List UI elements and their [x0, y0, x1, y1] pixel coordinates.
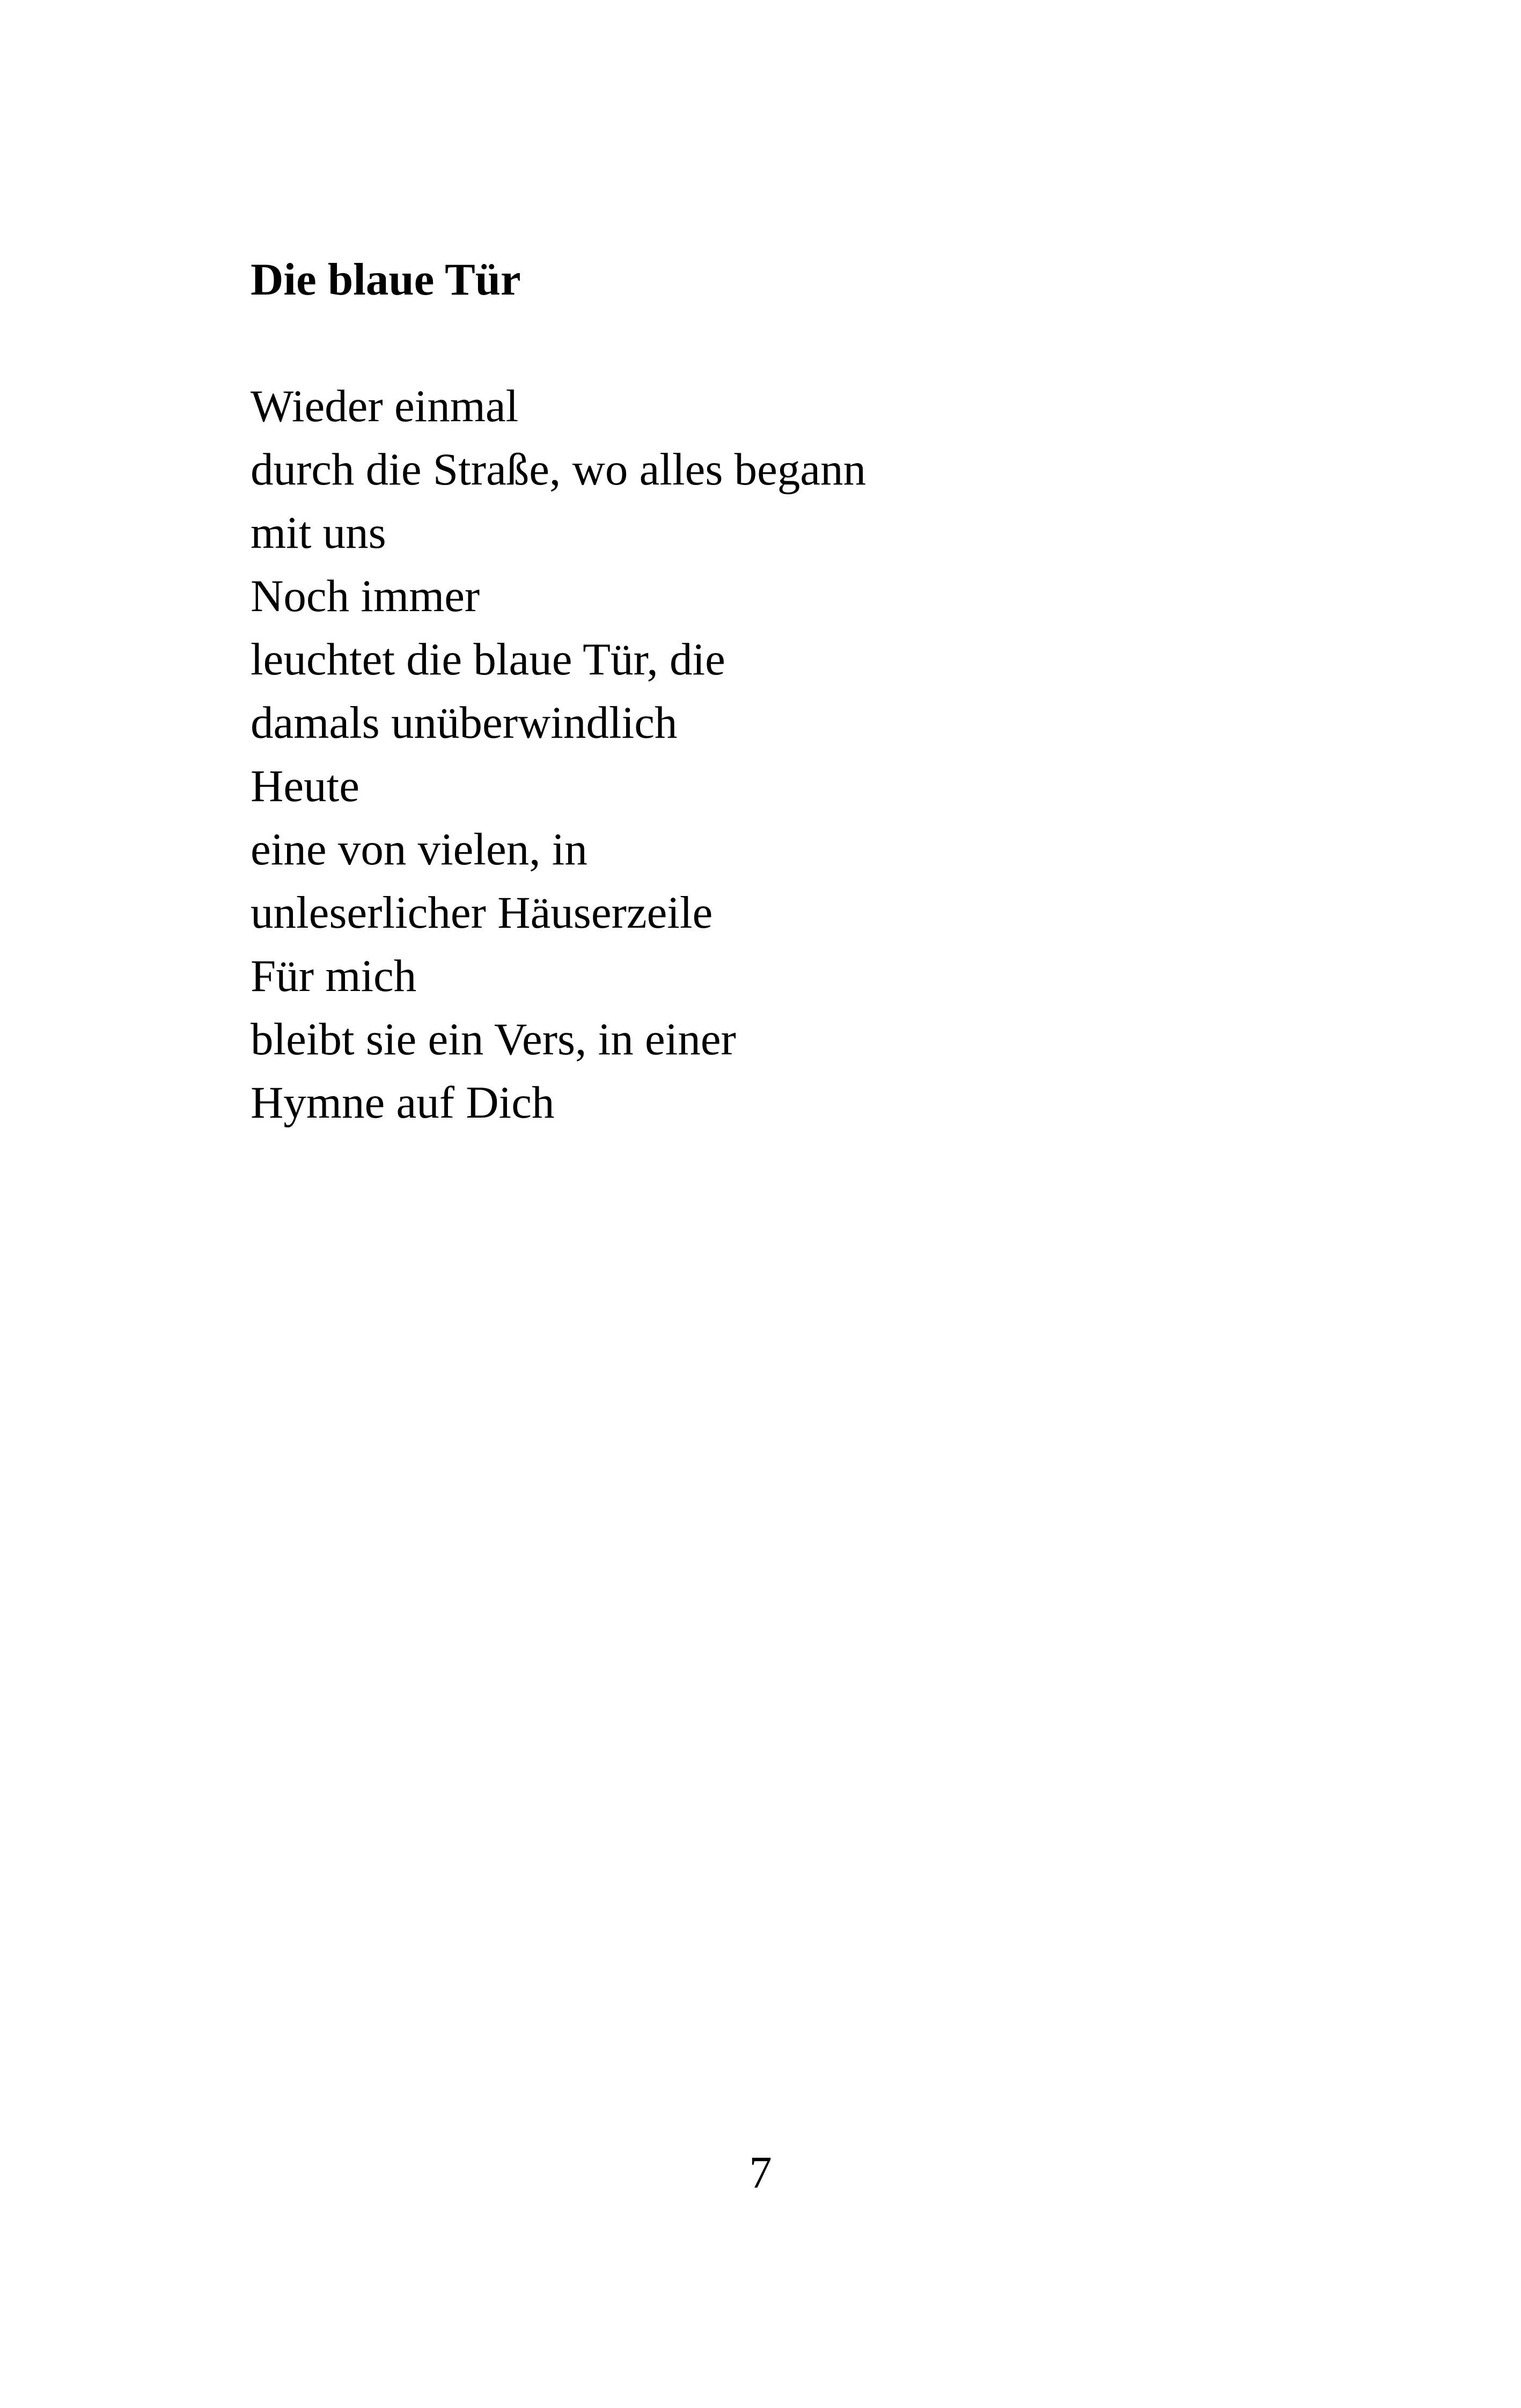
poem-line: bleibt sie ein Vers, in einer [251, 1014, 736, 1064]
poem-line: durch die Straße, wo alles begann [251, 444, 866, 495]
poem-line: eine von vielen, in [251, 824, 587, 875]
poem-line: Hymne auf Dich [251, 1077, 555, 1128]
poem-line: unleserlicher Häuserzeile [251, 887, 713, 938]
poem-stanza [251, 375, 1324, 1134]
poem-line: Heute [251, 761, 359, 811]
poem [251, 248, 1324, 1134]
poem-title: Die blaue Tür [251, 254, 521, 305]
page-number: 7 [749, 2147, 772, 2198]
poem-line: mit uns [251, 508, 386, 558]
poem-line: leuchtet die blaue Tür, die [251, 634, 725, 685]
poem-line: Für mich [251, 951, 417, 1001]
poem-line: Noch immer [251, 571, 480, 621]
poem-line: Wieder einmal [251, 381, 519, 431]
poem-line: damals unüberwindlich [251, 698, 678, 748]
